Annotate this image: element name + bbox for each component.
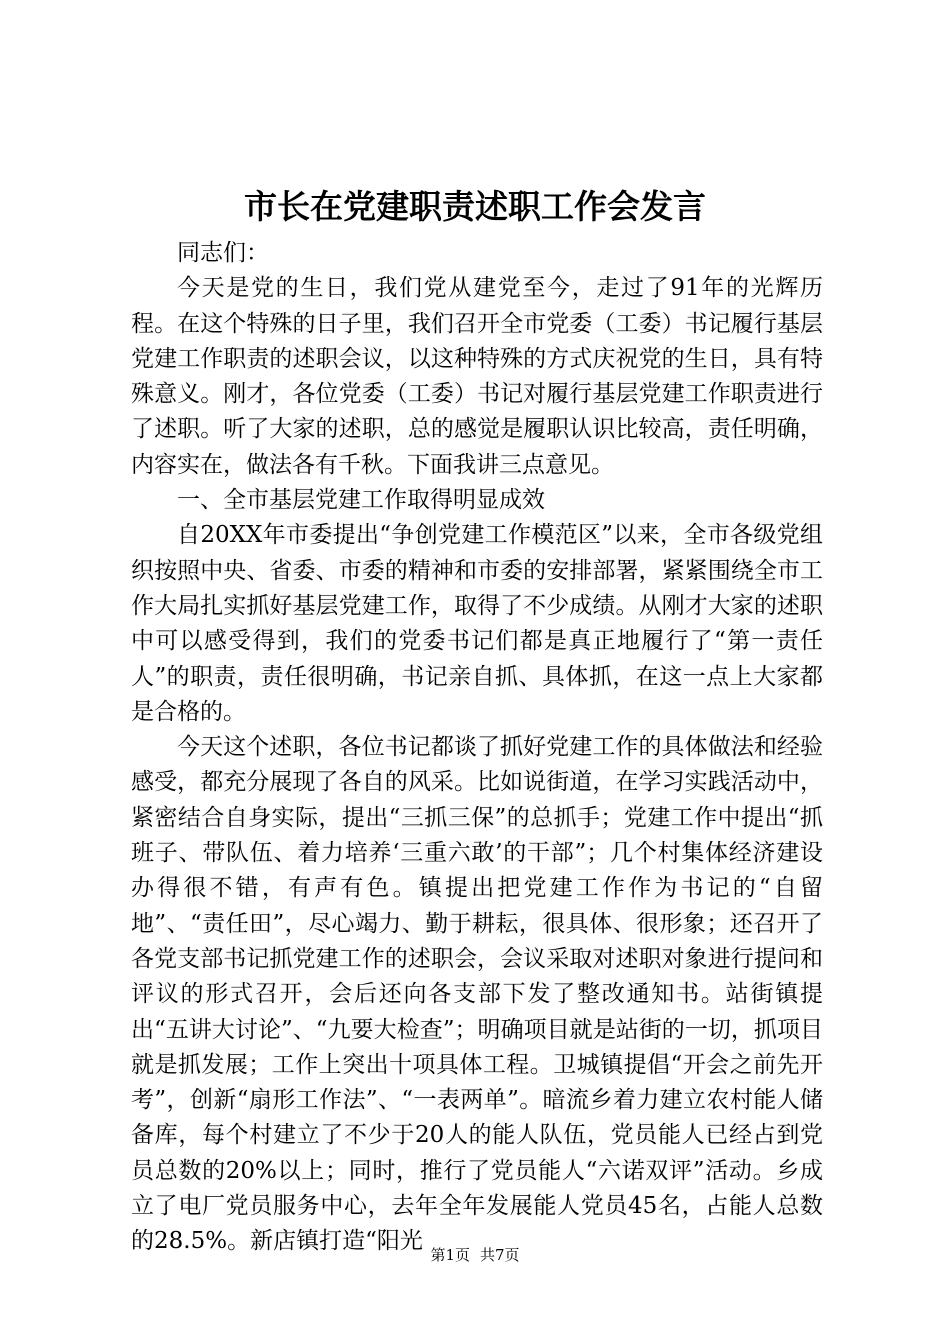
- paragraph-intro: 今天是党的生日，我们党从建党至今，走过了91年的光辉历程。在这个特殊的日子里，我们召开全市党委（工委）书记履行基层党建工作职责的述职会议，以这种特殊的方式庆祝党的生日，具有特殊意义。刚才，各位党委（工委）书记对履行基层党建工作职责进行了述职。听了大家的述职，总的感觉是履职认识比较高，责任明确，内容实在，做法各有千秋。下面我讲三点意见。: [131, 275, 823, 478]
- document-body: [131, 236, 823, 1260]
- page-number: 第1页: [430, 1246, 470, 1264]
- page-total: 共7页: [480, 1246, 520, 1264]
- salutation: 同志们：: [177, 240, 269, 266]
- paragraph: 自20XX年市委提出“争创党建工作模范区”以来，全市各级党组织按照中央、省委、市委的精神和市委的安排部署，紧紧围绕全市工作大局扎实抓好基层党建工作，取得了不少成绩。从刚才大家的述职中可以感受得到，我们的党委书记们都是真正地履行了“第一责任人”的职责，责任很明确，书记亲自抓、具体抓，在这一点上大家都是合格的。: [131, 522, 823, 725]
- page-footer: [0, 1245, 950, 1265]
- section-heading: 一、全市基层党建工作取得明显成效: [177, 487, 545, 514]
- paragraph: 今天这个述职，各位书记都谈了抓好党建工作的具体做法和经验感受，都充分展现了各自的风采。比如说街道，在学习实践活动中，紧密结合自身实际，提出“三抓三保”的总抓手；党建工作中提出“抓班子、带队伍、着力培养‘三重六敢’的干部”；几个村集体经济建设办得很不错，有声有色。镇提出把党建工作作为书记的“自留地”、“责任田”，尽心竭力、勤于耕耘，很具体、很形象；还召开了各党支部书记抓党建工作的述职会，会议采取对述职对象进行提问和评议的形式召开，会后还向各支部下发了整改通知书。站街镇提出“五讲大讨论”、“九要大检查”；明确项目就是站街的一切，抓项目就是抓发展；工作上突出十项具体工程。卫城镇提倡“开会之前先开考”，创新“扇形工作法”、“一表两单”。暗流乡着力建立农村能人储备库，每个村建立了不少于20人的能人队伍，党员能人已经占到党员总数的20%以上；同时，推行了党员能人“六诺双评”活动。乡成立了电厂党员服务中心，去年全年发展能人党员45名，占能人总数的28.5%。新店镇打造“阳光: [131, 734, 823, 1255]
- document-title: 市长在党建职责述职工作会发言: [244, 187, 706, 226]
